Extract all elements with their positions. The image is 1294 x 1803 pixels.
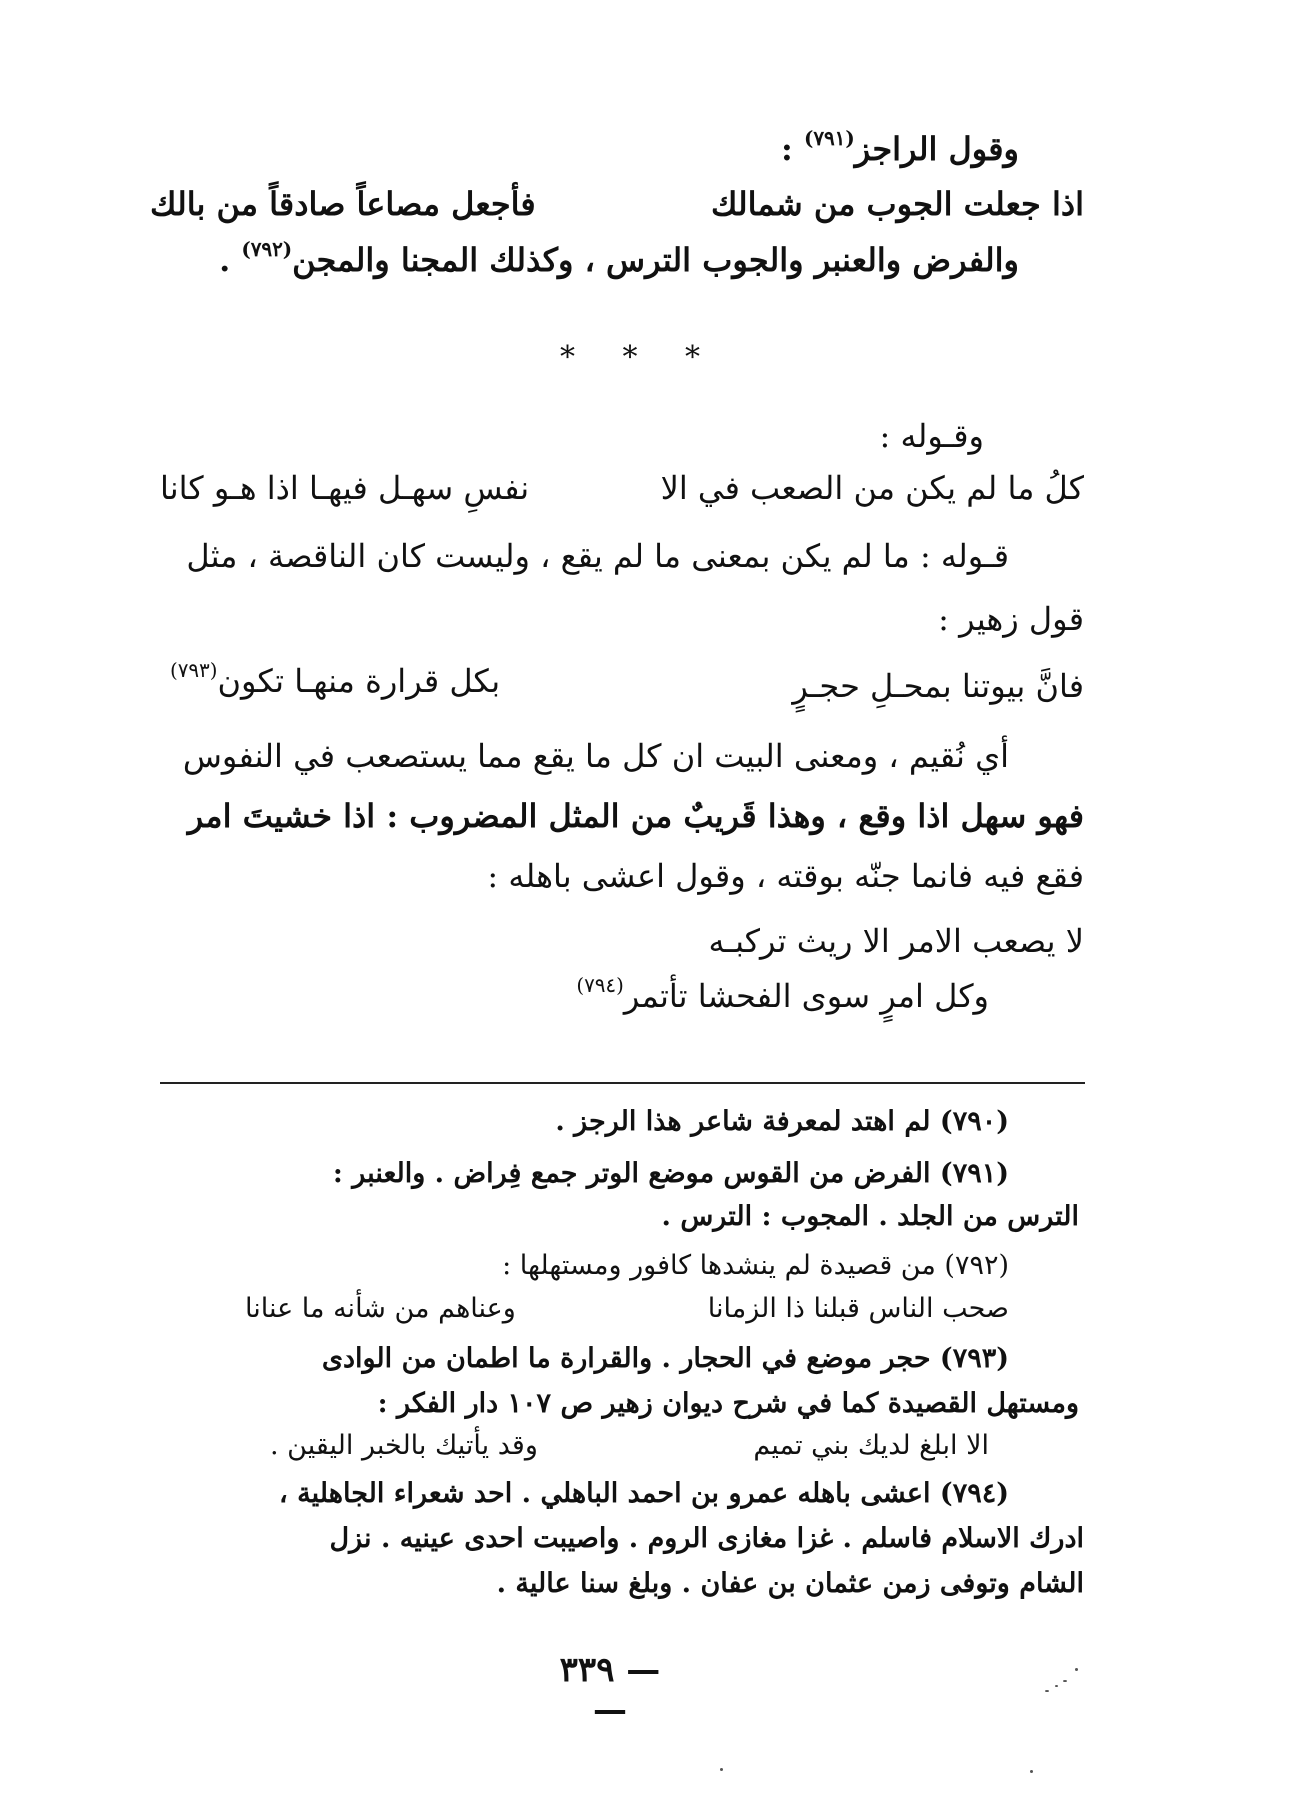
footnote-792-verse-right: صحب الناس قبلنا ذا الزمانا bbox=[707, 1293, 1009, 1324]
scan-speck bbox=[1030, 1770, 1033, 1773]
footnote-ref-794: (٧٩٤) bbox=[576, 974, 624, 998]
footnote-793-verse-right: الا ابلغ لديك بني تميم bbox=[753, 1430, 989, 1461]
footnote-793-verse-left: وقد يأتيك بالخبر اليقين . bbox=[270, 1430, 538, 1461]
verse2-left-hemistich: نفسِ سهـل فيهـا اذا هـو كانا bbox=[160, 469, 530, 507]
footnote-790: (٧٩٠) لم اهتد لمعرفة شاعر هذا الرجز . bbox=[555, 1106, 1009, 1137]
footnote-792-verse-left: وعناهم من شأنه ما عنانا bbox=[245, 1293, 516, 1324]
rajaz-gloss-text: والفرض والعنبر والجوب الترس ، وكذلك المجنا والمجن bbox=[292, 241, 1019, 279]
footnote-793-line1: (٧٩٣) حجر موضع في الحجار . والقرارة ما اطمان من الوادى bbox=[321, 1343, 1009, 1374]
para1-line1: قـوله : ما لم يكن بمعنى ما لم يقع ، وليست كان الناقصة ، مثل bbox=[186, 537, 1009, 575]
footnote-793-line2: ومستهل القصيدة كما في شرح ديوان زهير ص ١٠٧ دار الفكر : bbox=[377, 1388, 1079, 1419]
footnote-ref-792: (٧٩٢) bbox=[241, 237, 293, 262]
verse3-left-text: بكل قرارة منهـا تكون bbox=[217, 662, 501, 700]
star: * bbox=[560, 340, 575, 375]
verse3-left-hemistich bbox=[170, 659, 501, 700]
footnote-794-line1: (٧٩٤) اعشى باهله عمرو بن احمد الباهلي . احد شعراء الجاهلية ، bbox=[279, 1478, 1009, 1509]
footnote-791-line1: (٧٩١) الفرض من القوس موضع الوتر جمع فِراض . والعنبر : bbox=[332, 1158, 1009, 1189]
footnote-794-line3: الشام وتوفى زمن عثمان بن عفان . وبلغ سنا عالية . bbox=[496, 1568, 1084, 1599]
scan-speck bbox=[1063, 1680, 1067, 1682]
scan-speck bbox=[1075, 1668, 1078, 1671]
verse4-line2-text: وكل امرٍ سوى الفحشا تأتمر bbox=[623, 977, 989, 1015]
page-number: — ٣٣٩ — bbox=[559, 1650, 661, 1730]
para2-line1: أي نُقيم ، ومعنى البيت ان كل ما يقع مما يستصعب في النفوس bbox=[182, 737, 1009, 775]
verse1-left-hemistich: فأجعل مصاعاً صادقاً من بالك bbox=[150, 185, 536, 223]
scan-speck bbox=[1045, 1690, 1049, 1692]
scan-speck bbox=[1055, 1685, 1058, 1687]
verse2-right-hemistich: كلُ ما لم يكن من الصعب في الا bbox=[660, 469, 1084, 507]
rajaz-gloss bbox=[219, 237, 1019, 279]
footnote-791-line2: الترس من الجلد . المجوب : الترس . bbox=[661, 1201, 1079, 1232]
verse4-line2 bbox=[576, 974, 989, 1015]
rajaz-intro bbox=[781, 126, 1019, 168]
rajaz-intro-tail: : bbox=[781, 130, 804, 168]
scan-speck bbox=[720, 1768, 723, 1771]
section-divider-stars bbox=[560, 340, 700, 375]
verse3-right-hemistich: فانَّ بيوتنا بمحـلِ حجـرٍ bbox=[792, 667, 1084, 705]
rajaz-gloss-tail: . bbox=[219, 241, 242, 279]
rajaz-intro-text: وقول الراجز bbox=[854, 130, 1019, 168]
footnote-794-line2: ادرك الاسلام فاسلم . غزا مغازى الروم . واصيبت احدى عينيه . نزل bbox=[329, 1523, 1084, 1554]
para2-line2: فهو سهل اذا وقع ، وهذا قَريبٌ من المثل المضروب : اذا خشيتَ امر bbox=[187, 797, 1084, 835]
para1-line2: قول زهير : bbox=[938, 600, 1084, 638]
verse1-right-hemistich: اذا جعلت الجوب من شمالك bbox=[710, 185, 1084, 223]
para2-line3: فقع فيه فانما جنّه بوقته ، وقول اعشى باهله : bbox=[487, 857, 1084, 895]
star: * bbox=[622, 340, 638, 375]
footnote-792-line: (٧٩٢) من قصيدة لم ينشدها كافور ومستهلها : bbox=[502, 1250, 1009, 1281]
footnote-ref-793: (٧٩٣) bbox=[170, 659, 218, 683]
star: * bbox=[685, 340, 700, 375]
qawluhu-heading: وقـوله : bbox=[879, 417, 984, 455]
footnote-ref-791: (٧٩١) bbox=[803, 126, 855, 151]
verse4-line1: لا يصعب الامر الا ريث تركبـه bbox=[708, 922, 1084, 960]
footnote-separator bbox=[160, 1082, 1085, 1084]
